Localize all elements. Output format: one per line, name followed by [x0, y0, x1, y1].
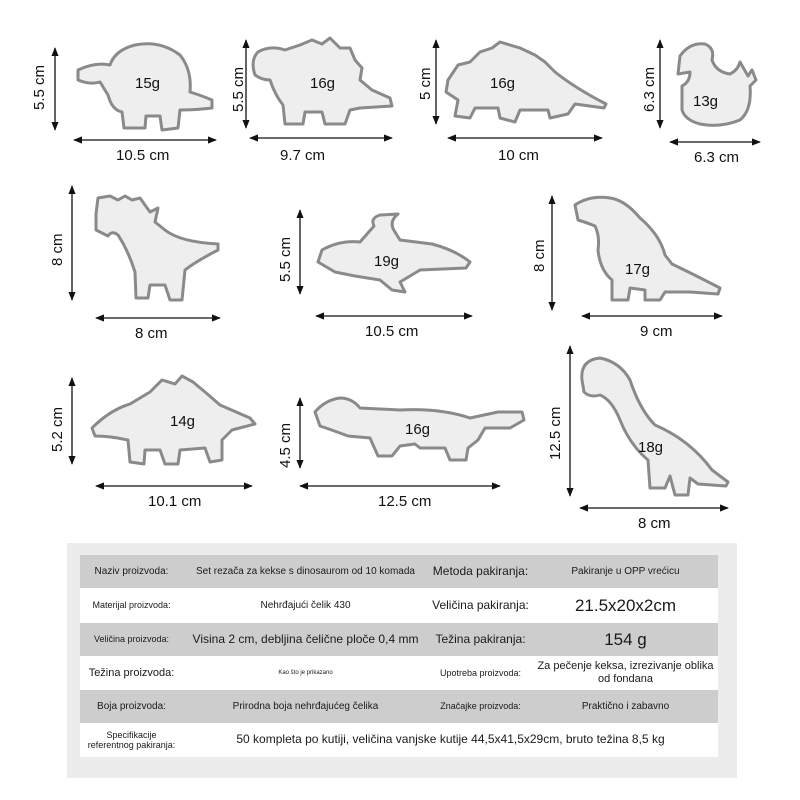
height-label-4: 6.3 cm: [641, 66, 658, 112]
weight-label-3: 16g: [490, 75, 516, 92]
spec-label-pack-weight: Težina pakiranja:: [428, 623, 533, 656]
height-label-6: 5.5 cm: [277, 236, 294, 282]
height-label-9: 4.5 cm: [277, 422, 294, 468]
spec-value-features: Praktično i zabavno: [533, 690, 718, 723]
weight-label-9: 16g: [405, 421, 431, 438]
spec-label-features: Značajke proizvoda:: [428, 690, 533, 723]
spec-label-pack-method: Metoda pakiranja:: [428, 555, 533, 588]
height-label-3: 5 cm: [417, 67, 434, 100]
width-label-4: 6.3 cm: [694, 149, 740, 166]
height-label-10: 12.5 cm: [547, 406, 564, 460]
weight-label-7: 17g: [625, 261, 651, 278]
width-label-9: 12.5 cm: [378, 493, 432, 510]
width-label-6: 10.5 cm: [365, 323, 419, 340]
width-label-10: 8 cm: [638, 515, 671, 532]
spec-label-color: Boja proizvoda:: [80, 690, 183, 723]
spec-row: [80, 588, 718, 623]
weight-label-4: 13g: [693, 93, 719, 110]
weight-label-10: 18g: [638, 439, 664, 456]
spec-row: [80, 623, 718, 656]
cutter-shape-10: [582, 358, 728, 495]
weight-label-2: 16g: [310, 75, 336, 92]
height-label-1: 5.5 cm: [31, 64, 48, 110]
width-label-1: 10.5 cm: [116, 147, 170, 164]
spec-label-name: Naziv proizvoda:: [80, 555, 183, 588]
spec-row: [80, 690, 718, 723]
weight-label-6: 19g: [374, 253, 400, 270]
spec-value-pack-method: Pakiranje u OPP vrećicu: [533, 555, 718, 588]
width-label-8: 10.1 cm: [148, 493, 202, 510]
spec-value-weight: Kao što je prikazano: [183, 656, 428, 690]
spec-table: [80, 555, 718, 757]
spec-label-use: Upotreba proizvoda:: [428, 656, 533, 690]
spec-row: [80, 723, 718, 757]
width-label-3: 10 cm: [498, 147, 539, 164]
spec-value-name: Set rezača za kekse s dinosaurom od 10 komada: [183, 555, 428, 588]
height-label-5: 8 cm: [49, 233, 66, 266]
spec-label-size: Veličina proizvoda:: [80, 623, 183, 656]
spec-row: [80, 555, 718, 588]
weight-label-8: 14g: [170, 413, 196, 430]
width-label-2: 9.7 cm: [280, 147, 326, 164]
width-label-5: 8 cm: [135, 325, 168, 342]
spec-label-material: Materijal proizvoda:: [80, 588, 183, 623]
spec-label-ref-pack: Specifikacije referentnog pakiranja:: [80, 723, 183, 757]
cutter-shape-5: [96, 196, 218, 300]
spec-label-weight: Težina proizvoda:: [80, 656, 183, 690]
spec-value-use: Za pečenje keksa, izrezivanje oblika od fondana: [533, 656, 718, 690]
cutter-shape-3: [446, 42, 606, 122]
height-label-8: 5.2 cm: [49, 406, 66, 452]
height-label-2: 5.5 cm: [230, 66, 247, 112]
spec-row: [80, 656, 718, 690]
cutter-shape-4: [678, 44, 756, 126]
spec-value-size: Visina 2 cm, debljina čelične ploče 0,4 mm: [183, 623, 428, 656]
spec-label-pack-size: Veličina pakiranja:: [428, 588, 533, 623]
spec-value-ref-pack: 50 kompleta po kutiji, veličina vanjske kutije 44,5x41,5x29cm, bruto težina 8,5 kg: [183, 723, 718, 757]
spec-value-pack-weight: 154 g: [533, 623, 718, 656]
width-label-7: 9 cm: [640, 323, 673, 340]
weight-label-1: 15g: [135, 75, 161, 92]
cutter-shape-7: [575, 197, 720, 300]
spec-value-material: Nehrđajući čelik 430: [183, 588, 428, 623]
spec-value-pack-size: 21.5x20x2cm: [533, 588, 718, 623]
spec-value-color: Prirodna boja nehrđajućeg čelika: [183, 690, 428, 723]
height-label-7: 8 cm: [531, 239, 548, 272]
